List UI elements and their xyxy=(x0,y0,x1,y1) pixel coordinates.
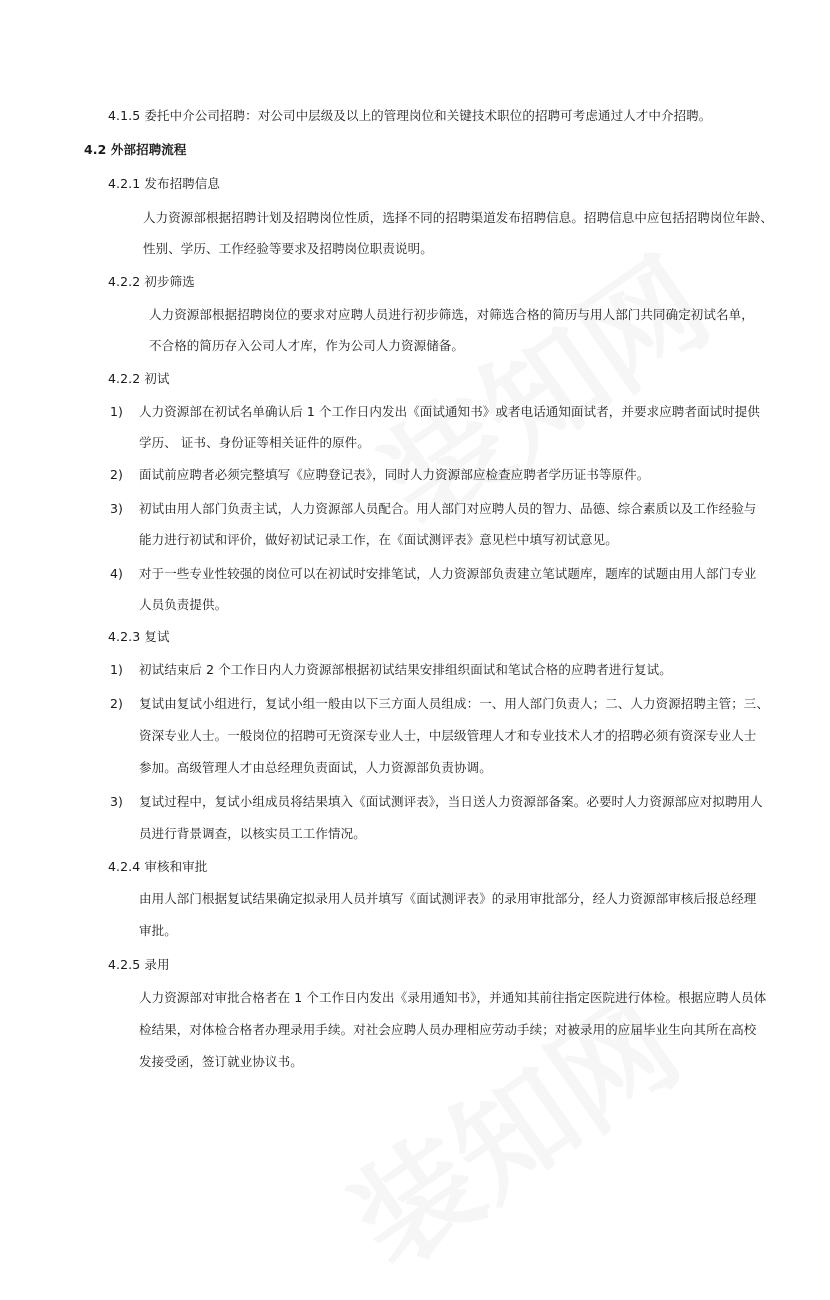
list-number: 1) xyxy=(110,662,123,677)
paragraph-line: 检结果，对体检合格者办理录用手续。对社会应聘人员办理相应劳动手续；对被录用的应届毕业生向其所在高校 xyxy=(139,1022,757,1037)
paragraph-line: 不合格的简历存入公司人才库，作为公司人力资源储备。 xyxy=(149,338,465,353)
heading-4-2: 4.2 外部招聘流程 xyxy=(84,142,187,157)
heading-4-2-3: 4.2.3 复试 xyxy=(108,629,170,644)
heading-4-2-5: 4.2.5 录用 xyxy=(108,957,170,972)
paragraph-line: 人力资源部根据招聘计划及招聘岗位性质，选择不同的招聘渠道发布招聘信息。招聘信息中应包括招聘岗位年龄、 xyxy=(143,210,774,225)
paragraph-line: 性别、学历、工作经验等要求及招聘岗位职责说明。 xyxy=(143,241,433,256)
heading-4-2-1: 4.2.1 发布招聘信息 xyxy=(108,176,220,191)
list-number: 3) xyxy=(110,501,123,516)
list-item-line: 参加。高级管理人才由总经理负责面试，人力资源部负责协调。 xyxy=(139,760,492,775)
list-number: 2) xyxy=(110,696,123,711)
paragraph-line: 人力资源部对审批合格者在 1 个工作日内发出《录用通知书》，并通知其前往指定医院进行体检。根据应聘人员体 xyxy=(139,990,767,1005)
list-item-line: 员进行背景调查，以核实员工工作情况。 xyxy=(139,826,366,841)
list-item-line: 资深专业人士。一般岗位的招聘可无资深专业人士，中层级管理人才和专业技术人才的招聘必须有资深专业人士 xyxy=(139,728,757,743)
list-item-line: 初试结束后 2 个工作日内人力资源部根据初试结果安排组织面试和笔试合格的应聘者进行复试。 xyxy=(139,662,672,677)
heading-4-2-4: 4.2.4 审核和审批 xyxy=(108,859,208,874)
heading-4-2-2-screening: 4.2.2 初步筛选 xyxy=(108,274,195,289)
list-number: 3) xyxy=(110,794,123,809)
list-item-line: 复试由复试小组进行，复试小组一般由以下三方面人员组成：一、用人部门负责人；二、人力资源招聘主管；三、 xyxy=(139,696,770,711)
list-item-line: 初试由用人部门负责主试，人力资源部人员配合。用人部门对应聘人员的智力、品德、综合素质以及工作经验与 xyxy=(139,501,757,516)
paragraph-line: 由用人部门根据复试结果确定拟录用人员并填写《面试测评表》的录用审批部分，经人力资源部审核后报总经理 xyxy=(139,891,757,906)
list-item-line: 人力资源部在初试名单确认后 1 个工作日内发出《面试通知书》或者电话通知面试者，并要求应聘者面试时提供 xyxy=(139,404,761,419)
paragraph-line: 审批。 xyxy=(139,923,177,938)
paragraph-line: 人力资源部根据招聘岗位的要求对应聘人员进行初步筛选，对筛选合格的简历与用人部门共同确定初试名单， xyxy=(149,307,754,322)
heading-4-2-2-interview: 4.2.2 初试 xyxy=(108,371,170,386)
paragraph-line: 发接受函，签订就业协议书。 xyxy=(139,1054,303,1069)
list-item-line: 对于一些专业性较强的岗位可以在初试时安排笔试，人力资源部负责建立笔试题库，题库的试题由用人部门专业 xyxy=(139,566,757,581)
list-number: 2) xyxy=(110,467,123,482)
list-item-line: 学历、 证书、身份证等相关证件的原件。 xyxy=(139,435,370,450)
list-number: 4) xyxy=(110,566,123,581)
list-item-line: 复试过程中，复试小组成员将结果填入《面试测评表》，当日送人力资源部备案。必要时人力资源部应对拟聘用人 xyxy=(139,794,763,809)
list-item-line: 人员负责提供。 xyxy=(139,597,228,612)
section-4-1-5: 4.1.5 委托中介公司招聘：对公司中层级及以上的管理岗位和关键技术职位的招聘可考虑通过人才中介招聘。 xyxy=(108,108,712,123)
list-item-line: 能力进行初试和评价，做好初试记录工作，在《面试测评表》意见栏中填写初试意见。 xyxy=(139,532,618,547)
list-number: 1) xyxy=(110,404,123,419)
list-item-line: 面试前应聘者必须完整填写《应聘登记表》，同时人力资源部应检查应聘者学历证书等原件。 xyxy=(139,467,650,482)
